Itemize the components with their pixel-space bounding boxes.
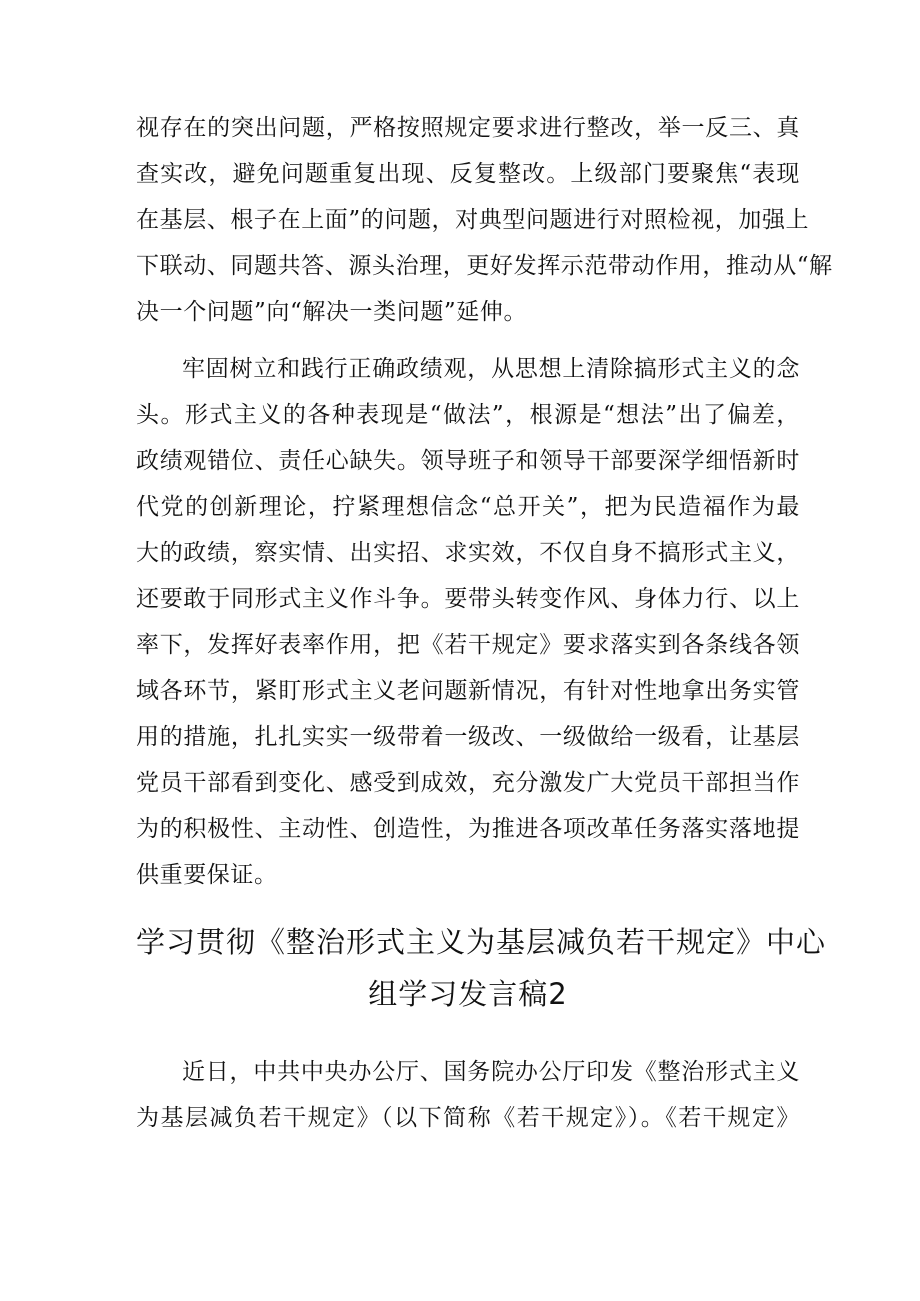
body-paragraph-1 xyxy=(136,105,833,335)
paragraph-1-line: 视存在的突出问题，严格按照规定要求进行整改，举一反三、真 xyxy=(136,115,800,141)
paragraph-2-line: 大的政绩，察实情、出实招、求实效，不仅自身不搞形式主义， xyxy=(136,540,800,566)
paragraph-2-line: 为的积极性、主动性、创造性，为推进各项改革任务落实落地提 xyxy=(136,816,800,842)
paragraph-2-line: 代党的创新理论，拧紧理想信念“总开关”，把为民造福作为最 xyxy=(136,494,800,520)
paragraph-3-line: 近日，中共中央办公厅、国务院办公厅印发《整治形式主义 xyxy=(182,1059,800,1085)
paragraph-3-line: 为基层减负若干规定》（以下简称《若干规定》）。《若干规定》 xyxy=(136,1105,800,1131)
section-heading xyxy=(136,916,827,1020)
paragraph-2-line: 域各环节，紧盯形式主义老问题新情况，有针对性地拿出务实管 xyxy=(136,678,800,704)
paragraph-2-line: 用的措施，扎扎实实一级带着一级改、一级做给一级看，让基层 xyxy=(136,724,800,750)
paragraph-2-line: 率下，发挥好表率作用，把《若干规定》要求落实到各条线各领 xyxy=(136,632,800,658)
paragraph-2-line: 牢固树立和践行正确政绩观，从思想上清除搞形式主义的念 xyxy=(182,356,800,382)
paragraph-2-line: 还要敢于同形式主义作斗争。要带头转变作风、身体力行、以上 xyxy=(136,586,800,612)
section-heading-line-1: 学习贯彻《整治形式主义为基层减负若干规定》中心 xyxy=(136,925,827,959)
paragraph-2-line: 供重要保证。 xyxy=(136,862,278,888)
paragraph-2-line: 政绩观错位、责任心缺失。领导班子和领导干部要深学细悟新时 xyxy=(136,448,800,474)
paragraph-1-line: 下联动、同题共答、源头治理，更好发挥示范带动作用，推动从“解 xyxy=(136,253,833,279)
paragraph-1-line: 在基层、根子在上面”的问题，对典型问题进行对照检视，加强上 xyxy=(136,207,810,233)
body-paragraph-3 xyxy=(136,1049,800,1141)
paragraph-2-line: 头。形式主义的各种表现是“做法”，根源是“想法”出了偏差， xyxy=(136,402,800,428)
section-heading-line-2: 组学习发言稿2 xyxy=(368,977,568,1011)
paragraph-1-line: 查实改，避免问题重复出现、反复整改。上级部门要聚焦“表现 xyxy=(136,161,800,187)
body-paragraph-2 xyxy=(136,346,800,898)
paragraph-1-line: 决一个问题”向“解决一类问题”延伸。 xyxy=(136,299,528,325)
paragraph-2-line: 党员干部看到变化、感受到成效，充分激发广大党员干部担当作 xyxy=(136,770,800,796)
